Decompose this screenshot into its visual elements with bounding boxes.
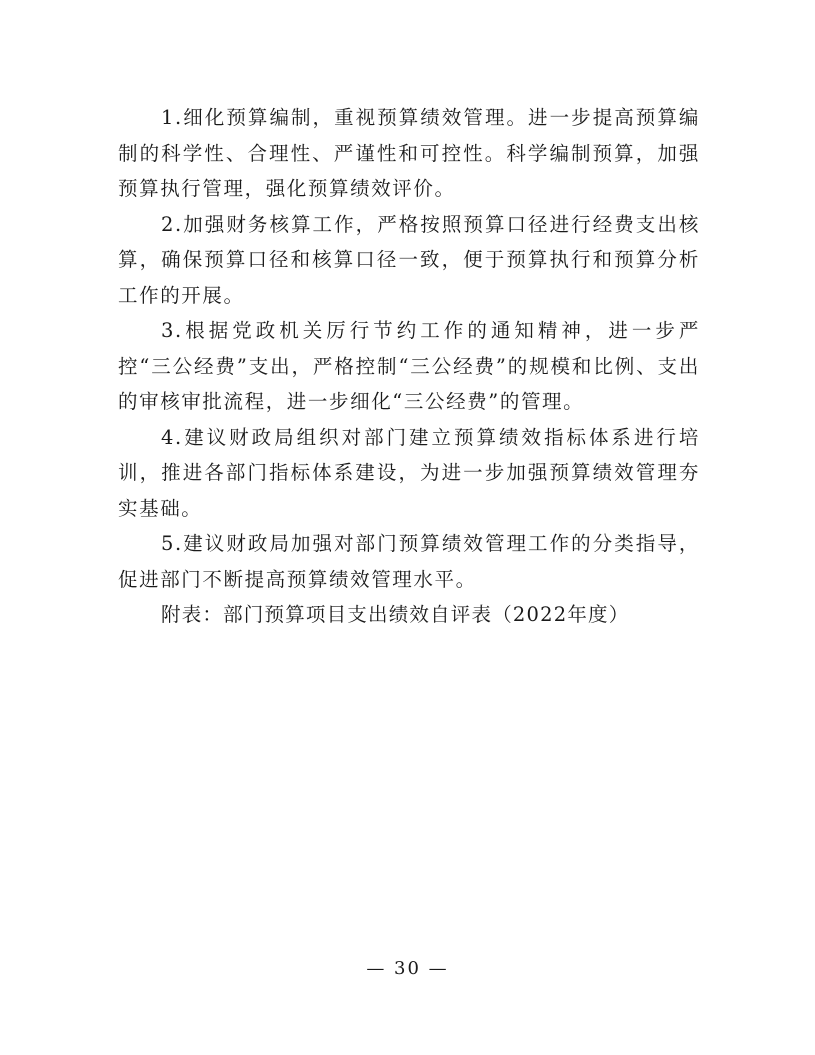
- paragraph-4: 4.建议财政局组织对部门建立预算绩效指标体系进行培训，推进各部门指标体系建设，为进一步加强预算绩效管理夯实基础。: [118, 425, 700, 520]
- paragraph-5: 5.建议财政局加强对部门预算绩效管理工作的分类指导，促进部门不断提高预算绩效管理水平。: [118, 532, 700, 591]
- page-number: — 30 —: [366, 958, 449, 979]
- paragraph-2: 2.加强财务核算工作，严格按照预算口径进行经费支出核算，确保预算口径和核算口径一致，便于预算执行和预算分析工作的开展。: [118, 212, 700, 307]
- document-body: [118, 100, 700, 633]
- paragraph-3: 3.根据党政机关厉行节约工作的通知精神，进一步严控“三公经费”支出，严格控制“三公经费”的规模和比例、支出的审核审批流程，进一步细化“三公经费”的管理。: [118, 319, 700, 413]
- attachment-note: 附表：部门预算项目支出绩效自评表（2022年度）: [161, 603, 630, 626]
- paragraph-1: 1.细化预算编制，重视预算绩效管理。进一步提高预算编制的科学性、合理性、严谨性和可控性。科学编制预算，加强预算执行管理，强化预算绩效评价。: [118, 106, 700, 200]
